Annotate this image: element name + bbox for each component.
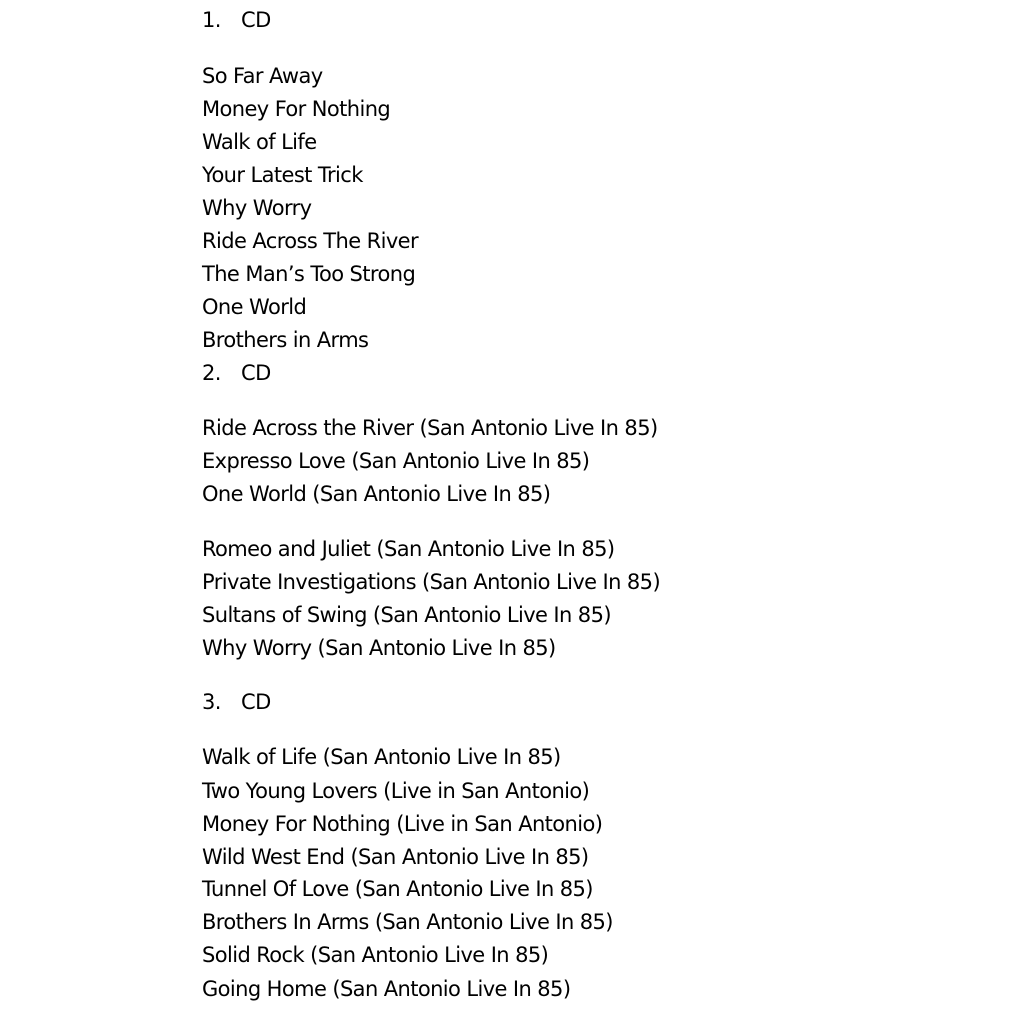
disc-number: 2.	[202, 361, 221, 385]
disc-number: 3.	[202, 690, 221, 714]
track-line: One World	[202, 295, 307, 319]
track-line: Wild West End (San Antonio Live In 85)	[202, 845, 589, 869]
track-line: Brothers In Arms (San Antonio Live In 85)	[202, 910, 613, 934]
track-line: Expresso Love (San Antonio Live In 85)	[202, 449, 590, 473]
track-line: Ride Across The River	[202, 229, 419, 253]
track-line: Your Latest Trick	[202, 163, 363, 187]
disc-label: CD	[241, 361, 271, 385]
disc-number: 1.	[202, 8, 221, 32]
disc-heading	[202, 359, 271, 387]
disc-label: CD	[241, 690, 271, 714]
track-line: Why Worry	[202, 196, 312, 220]
track-line: Ride Across the River (San Antonio Live In 85)	[202, 416, 658, 440]
disc-label: CD	[241, 8, 271, 32]
disc-heading	[202, 6, 271, 34]
track-line: Money For Nothing	[202, 97, 391, 121]
track-line: Going Home (San Antonio Live In 85)	[202, 977, 571, 1001]
track-line: Private Investigations (San Antonio Live In 85)	[202, 570, 661, 594]
track-line: The Man’s Too Strong	[202, 262, 416, 286]
disc-heading	[202, 688, 271, 716]
track-line: Why Worry (San Antonio Live In 85)	[202, 636, 556, 660]
track-line: Sultans of Swing (San Antonio Live In 85)	[202, 603, 611, 627]
track-line: Two Young Lovers (Live in San Antonio)	[202, 779, 590, 803]
track-line: Money For Nothing (Live in San Antonio)	[202, 812, 603, 836]
track-line: One World (San Antonio Live In 85)	[202, 482, 551, 506]
track-line: Solid Rock (San Antonio Live In 85)	[202, 943, 549, 967]
track-line: Romeo and Juliet (San Antonio Live In 85)	[202, 537, 615, 561]
track-line: Walk of Life	[202, 130, 317, 154]
track-line: Brothers in Arms	[202, 328, 369, 352]
track-line: So Far Away	[202, 64, 323, 88]
track-line: Tunnel Of Love (San Antonio Live In 85)	[202, 877, 593, 901]
track-line: Walk of Life (San Antonio Live In 85)	[202, 745, 561, 769]
